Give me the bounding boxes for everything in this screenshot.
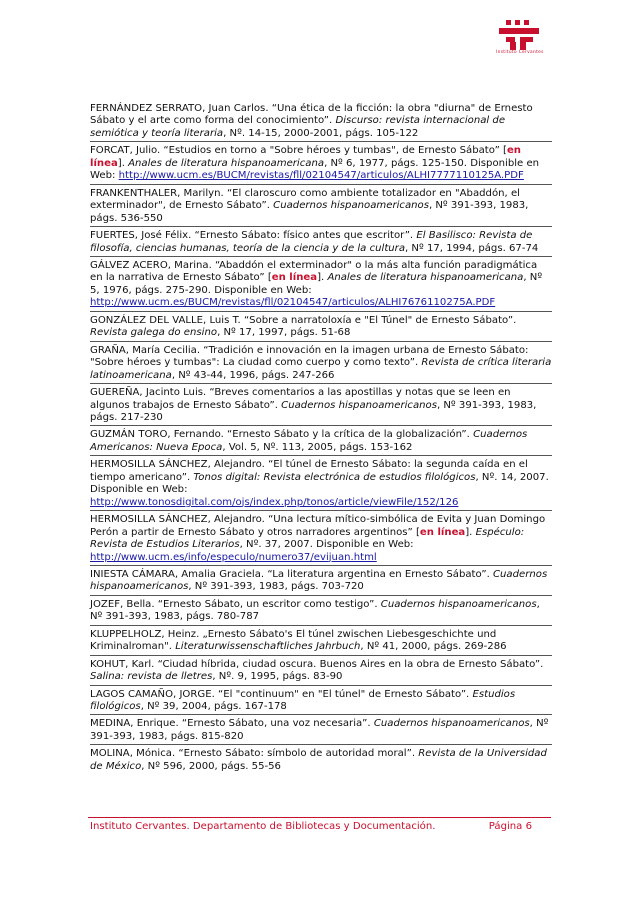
bibliography-entry — [90, 655, 552, 685]
entry-text: , Nº 391-393, 1983, págs. 536-550 — [90, 200, 529, 224]
publication-title: Cuadernos hispanoamericanos — [373, 718, 530, 730]
bibliography-entry — [90, 256, 552, 311]
entry-text: KLUPPELHOLZ, Heinz. „Ernesto Sábato's El túnel zwischen Liebesgeschichte und Kriminalroman". — [90, 628, 497, 653]
bibliography-entry — [90, 226, 552, 256]
publication-title: Estudios filológicos — [90, 688, 516, 713]
bibliography-entry — [90, 100, 552, 141]
entry-text: , Nº 391-393, 1983, págs. 703-720 — [188, 581, 364, 593]
entry-text: GÁLVEZ ACERO, Marina. “Abaddón el exterminador" o la más alta función paradigmática en la narrativa de Ernesto Sábato” [ — [90, 259, 538, 284]
entry-text: FRANKENTHALER, Marilyn. “El claroscuro como ambiente totalizador en "Abaddón, el exterminador", de Ernesto Sábato”. — [90, 187, 520, 212]
bibliography-entry — [90, 311, 552, 341]
entry-text: , Nº 39, 2004, págs. 167-178 — [140, 701, 287, 713]
url-link[interactable]: http://www.tonosdigital.com/ojs/index.php/tonos/article/viewFile/152/126 — [90, 496, 459, 508]
entry-text: JOZEF, Bella. “Ernesto Sábato, un escritor como testigo”. — [90, 598, 381, 610]
entry-text: , Nº 391-393, 1983, págs. 780-787 — [90, 598, 540, 623]
entry-text: FERNÁNDEZ SERRATO, Juan Carlos. “Una ética de la ficción: la obra "diurna" de Ernesto Sábato y el arte como forma del conocimiento”. — [90, 103, 533, 127]
publication-title: Cuadernos hispanoamericanos — [273, 200, 429, 212]
entry-text: MOLINA, Mónica. “Ernesto Sábato: símbolo de autoridad moral”. — [90, 748, 419, 760]
entry-text: , Nº. 14-15, 2000-2001, págs. 105-122 — [223, 127, 419, 139]
entry-text: , Nº 41, 2000, págs. 269-286 — [360, 641, 507, 653]
publication-title: El Basilisco: Revista de filosofía, ciencias humanas, teoría de la ciencia y de la cultura — [90, 230, 533, 254]
bibliography-entry — [90, 595, 552, 625]
publication-title: Tonos digital: Revista electrónica de estudios filológicos — [193, 471, 476, 483]
bibliography-entry — [90, 744, 552, 774]
bibliography-entry — [90, 141, 552, 183]
entry-text: GRAÑA, María Cecilia. “Tradición e innovación en la imagen urbana de Ernesto Sábato: "Sobre héroes y tumbas": La ciudad como cuerpo y como texto”. — [90, 344, 529, 369]
entry-text: HERMOSILLA SÁNCHEZ, Alejandro. “El túnel de Ernesto Sábato: la segunda caída en el tiempo americano”. — [90, 459, 528, 483]
online-badge: en línea — [90, 145, 521, 169]
entry-text: GUZMÁN TORO, Fernando. “Ernesto Sábato y la crítica de la globalización”. — [90, 429, 474, 441]
bibliography-entry — [90, 685, 552, 715]
entry-text: GUEREÑA, Jacinto Luis. “Breves comentarios a las apostillas y notas que se leen en algunos trabajos de Ernesto Sábato”. — [90, 387, 511, 411]
bibliography-entry — [90, 714, 552, 744]
entry-text: , Nº. 14, 2007. Disponible en Web: — [90, 471, 549, 496]
entry-text: , Nº 5, 1976, págs. 275-290. Disponible en Web: — [90, 272, 543, 296]
publication-title: Cuadernos Americanos: Nueva Epoca — [90, 429, 528, 453]
bibliography-entry — [90, 565, 552, 595]
url-link[interactable]: http://www.ucm.es/info/especulo/numero37/evijuan.html — [90, 551, 377, 563]
bibliography-entry — [90, 425, 552, 455]
footer-text: Instituto Cervantes. Departamento de Bibliotecas y Documentación. — [90, 821, 436, 832]
publication-title: Anales de literatura hispanoamericana — [327, 272, 524, 284]
publication-title: Revista de crítica literaria latinoamericana — [90, 357, 552, 381]
entry-text: , Nº 43-44, 1996, págs. 247-266 — [171, 369, 335, 381]
entry-text: , Nº. 37, 2007. Disponible en Web: — [239, 539, 414, 551]
bibliography-entry — [90, 510, 552, 565]
publication-title: Revista de la Universidad de México — [90, 748, 547, 772]
entry-text: INIESTA CÁMARA, Amalia Graciela. “La literatura argentina en Ernesto Sábato”. — [90, 568, 493, 580]
online-badge: en línea — [271, 272, 318, 284]
publication-title: Literaturwissenschaftliches Jahrbuch — [175, 641, 361, 653]
entry-text: , Vol. 5, Nº. 113, 2005, págs. 153-162 — [222, 441, 413, 453]
publication-title: Revista galega do ensino — [90, 327, 218, 339]
entry-text: MEDINA, Enrique. “Ernesto Sábato, una voz necesaria”. — [90, 718, 374, 730]
entry-text: GONZÁLEZ DEL VALLE, Luis T. “Sobre a narratoloxía e "El Túnel" de Ernesto Sábato”. — [90, 314, 517, 326]
entry-text: ]. — [317, 272, 328, 284]
bibliography-entry — [90, 383, 552, 425]
publication-title: Cuadernos hispanoamericanos — [90, 568, 548, 593]
page-number: Página 6 — [488, 821, 532, 832]
entry-text: HERMOSILLA SÁNCHEZ, Alejandro. “Una lectura mítico-simbólica de Evita y Juan Domingo Perón a partir de Ernesto Sábato y otros narradores argentinos” [ — [90, 514, 546, 538]
entry-text: FUERTES, José Félix. “Ernesto Sábato: físico antes que escritor”. — [90, 230, 417, 242]
entry-text: FORCAT, Julio. “Estudios en torno a "Sobre héroes y tumbas", de Ernesto Sábato” [ — [90, 145, 507, 157]
entry-text: ]. — [117, 157, 129, 169]
entry-text: ]. — [465, 526, 476, 538]
bibliography-entry — [90, 184, 552, 226]
publication-title: Anales de literatura hispanoamericana — [128, 157, 325, 169]
publication-title: Salina: revista de lletres — [90, 671, 213, 683]
footer-divider — [88, 817, 551, 818]
bibliography-entry — [90, 341, 552, 383]
instituto-cervantes-logo-icon — [494, 20, 546, 64]
entry-text: , Nº 596, 2000, págs. 55-56 — [141, 760, 281, 772]
url-link[interactable]: http://www.ucm.es/BUCM/revistas/fll/02104547/articulos/ALHI7777110125A.PDF — [118, 170, 524, 182]
entry-text: , Nº. 9, 1995, págs. 83-90 — [212, 671, 343, 683]
entry-text: , Nº 17, 1994, págs. 67-74 — [405, 242, 539, 254]
bibliography-list — [90, 100, 552, 774]
publication-title: Cuadernos hispanoamericanos — [281, 399, 437, 411]
publication-title: Cuadernos hispanoamericanos — [380, 598, 537, 610]
logo-text: Instituto Cervantes — [496, 50, 544, 55]
page-footer — [90, 821, 550, 832]
entry-text: , Nº 17, 1997, págs. 51-68 — [217, 327, 351, 339]
entry-text: , Nº 6, 1977, págs. 125-150. Disponible en Web: — [90, 157, 540, 182]
entry-text: , Nº 391-393, 1983, págs. 217-230 — [90, 399, 537, 423]
entry-text: KOHUT, Karl. “Ciudad híbrida, ciudad oscura. Buenos Aires en la obra de Ernesto Sábato”. — [90, 658, 544, 670]
publication-title: Discurso: revista internacional de semiótica y teoría literaria — [90, 115, 506, 139]
bibliography-entry — [90, 455, 552, 510]
bibliography-entry — [90, 625, 552, 655]
publication-title: Espéculo: Revista de Estudios Literarios — [90, 526, 525, 551]
entry-text: , Nº 391-393, 1983, págs. 815-820 — [90, 718, 549, 742]
online-badge: en línea — [419, 526, 466, 538]
url-link[interactable]: http://www.ucm.es/BUCM/revistas/fll/02104547/articulos/ALHI7676110275A.PDF — [90, 297, 496, 309]
entry-text: LAGOS CAMAÑO, JORGE. “El "continuum" en "El túnel" de Ernesto Sábato”. — [90, 688, 473, 700]
